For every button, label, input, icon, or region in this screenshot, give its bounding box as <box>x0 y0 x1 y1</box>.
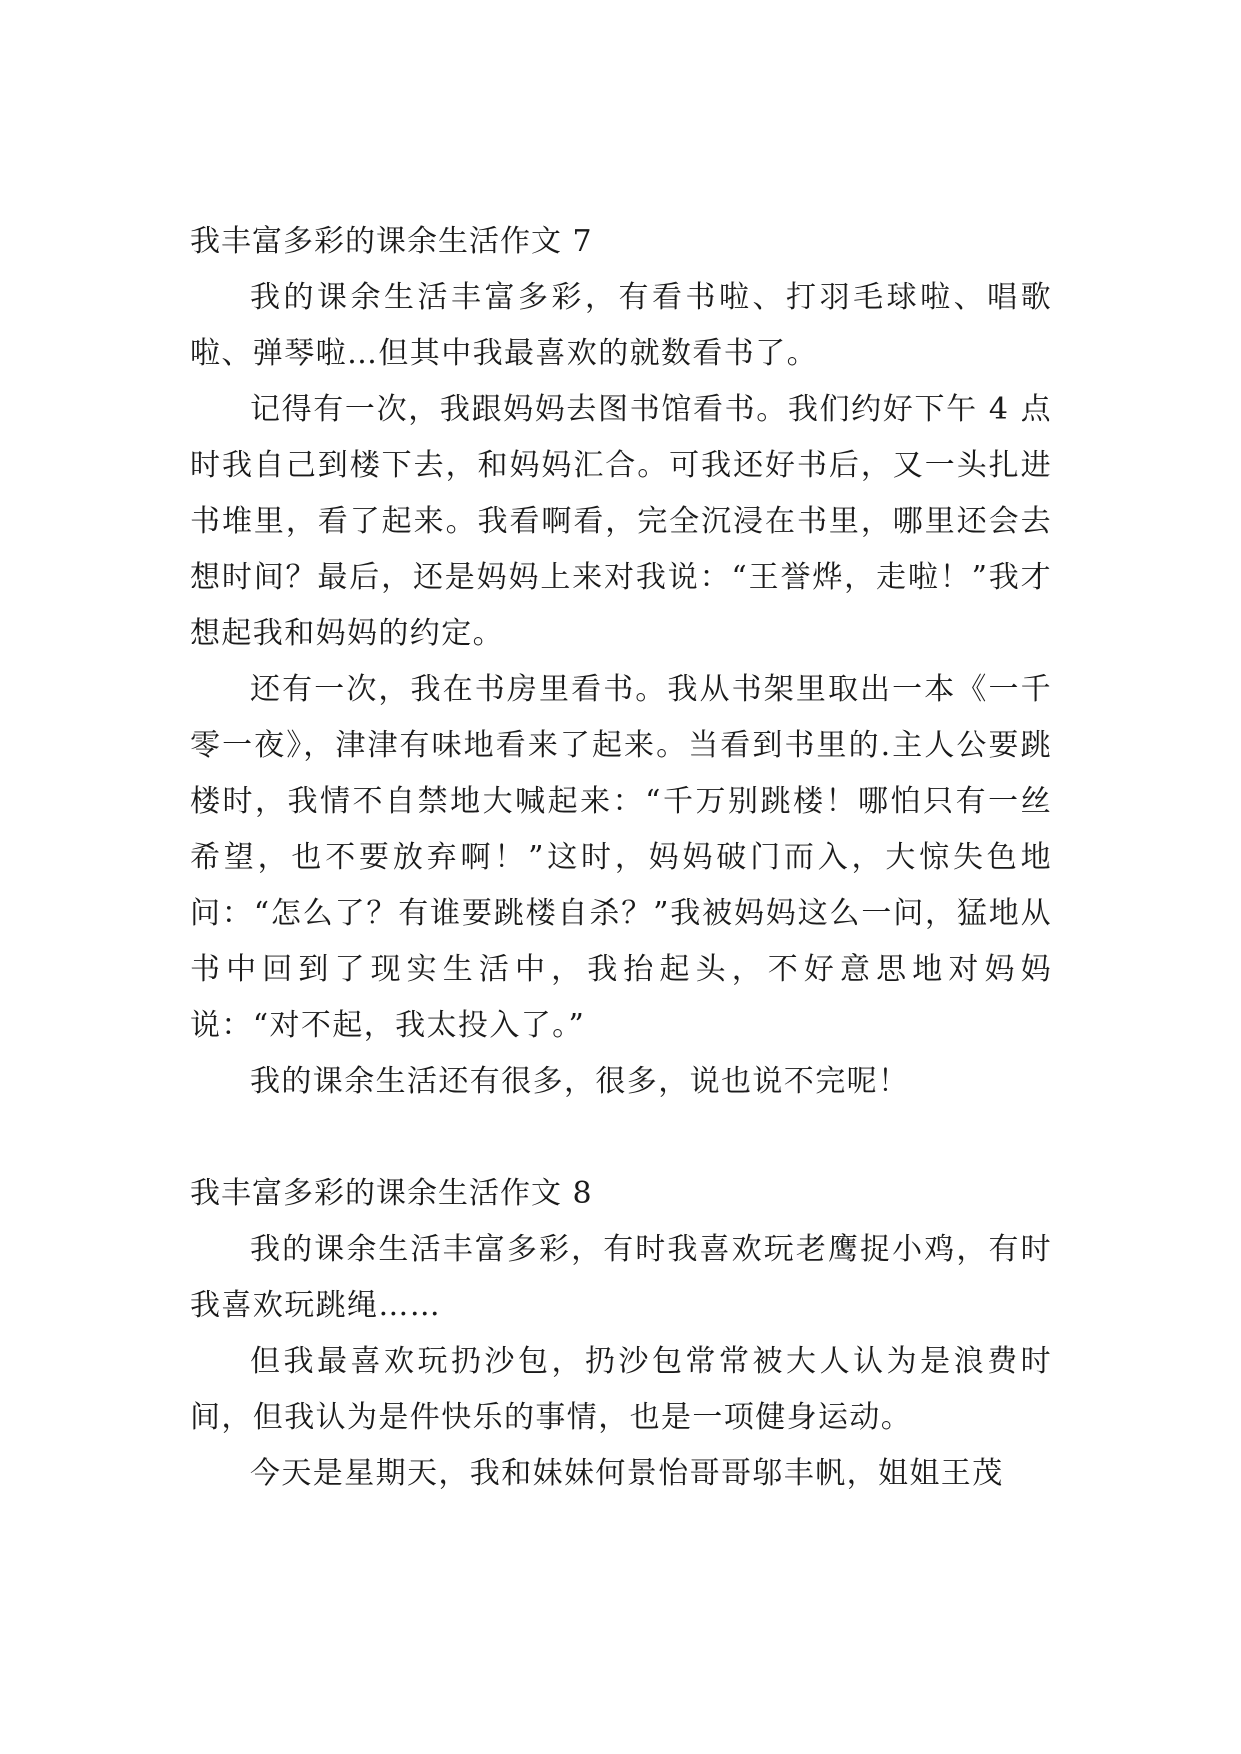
paragraph: 记得有一次，我跟妈妈去图书馆看书。我们约好下午 4 点时我自己到楼下去，和妈妈汇合。可我还好书后，又一头扎进书堆里，看了起来。我看啊看，完全沉浸在书里，哪里还会去想时间？最后，还是妈妈上来对我说：“王誉烨，走啦！”我才想起我和妈妈的约定。 <box>190 392 1052 651</box>
paragraph: 我的课余生活丰富多彩，有看书啦、打羽毛球啦、唱歌啦、弹琴啦…但其中我最喜欢的就数看书了。 <box>190 280 1052 371</box>
essay-title: 我丰富多彩的课余生活作文 8 <box>190 1176 593 1211</box>
paragraph: 还有一次，我在书房里看书。我从书架里取出一本《一千零一夜》，津津有味地看来了起来。当看到书里的.主人公要跳楼时，我情不自禁地大喊起来：“千万别跳楼！哪怕只有一丝希望，也不要放弃啊！”这时，妈妈破门而入，大惊失色地问：“怎么了？有谁要跳楼自杀？”我被妈妈这么一问，猛地从书中回到了现实生活中，我抬起头，不好意思地对妈妈说：“对不起，我太投入了。” <box>190 672 1052 1043</box>
document-body <box>190 214 1052 1502</box>
paragraph: 我的课余生活丰富多彩，有时我喜欢玩老鹰捉小鸡，有时我喜欢玩跳绳…… <box>190 1232 1052 1323</box>
essay-section-8 <box>190 1166 1052 1502</box>
essay-title: 我丰富多彩的课余生活作文 7 <box>190 224 593 259</box>
paragraph: 我的课余生活还有很多，很多，说也说不完呢！ <box>250 1064 910 1099</box>
paragraph: 今天是星期天，我和妹妹何景怡哥哥邬丰帆，姐姐王茂 <box>250 1456 1004 1491</box>
paragraph: 但我最喜欢玩扔沙包，扔沙包常常被大人认为是浪费时间，但我认为是件快乐的事情，也是一项健身运动。 <box>190 1344 1052 1435</box>
essay-section-7 <box>190 214 1052 1110</box>
